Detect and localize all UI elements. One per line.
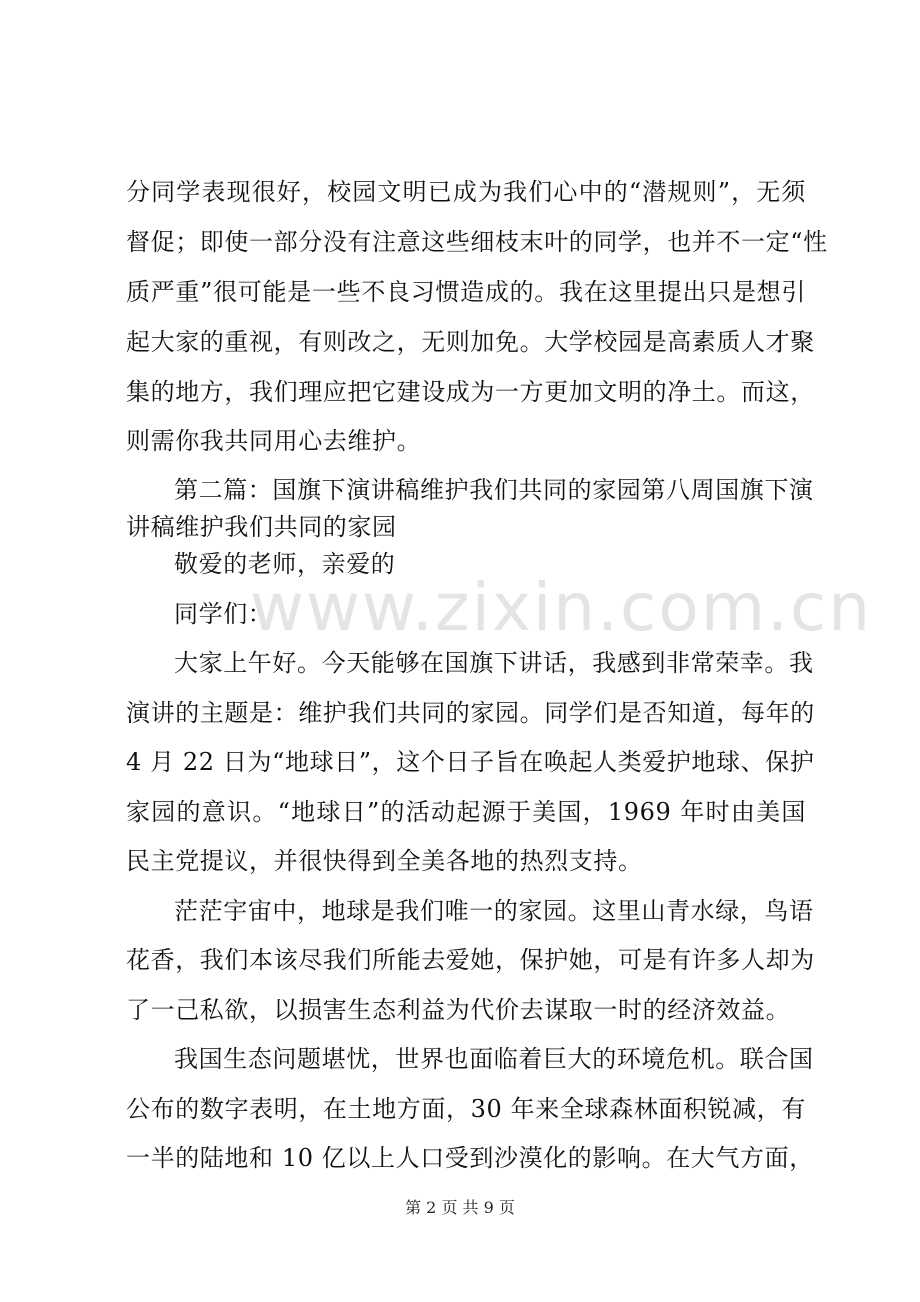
text-line: 公布的数字表明，在土地方面，30 年来全球森林面积锐减，有 [126, 1095, 806, 1123]
text-line: 督促；即使一部分没有注意这些细枝末叶的同学，也并不一定“性 [126, 228, 828, 256]
text-line: 家园的意识。“地球日”的活动起源于美国，1969 年时由美国 [126, 798, 806, 826]
page-number-footer: 第 2 页 共 9 页 [405, 1198, 515, 1217]
watermark: www.zixin.com.cn [250, 569, 873, 646]
text-line: 一半的陆地和 10 亿以上人口受到沙漠化的影响。在大气方面， [126, 1144, 814, 1172]
text-line: 了一己私欲，以损害生态利益为代价去谋取一时的经济效益。 [126, 996, 791, 1024]
text-line: 民主党提议，并很快得到全美各地的热烈支持。 [126, 847, 643, 875]
text-line: 分同学表现很好，校园文明已成为我们心中的“潜规则”，无须 [126, 178, 806, 206]
text-line: 我国生态问题堪忧，世界也面临着巨大的环境危机。联合国 [174, 1045, 814, 1073]
text-line: 起大家的重视，有则改之，无则加免。大学校园是高素质人才聚 [126, 328, 815, 356]
text-line: 4 月 22 日为“地球日”，这个日子旨在唤起人类爱护地球、保护 [126, 748, 815, 776]
text-line: 则需你我共同用心去维护。 [126, 427, 422, 455]
salutation-line: 同学们： [174, 600, 273, 628]
salutation-line: 敬爱的老师，亲爱的 [174, 550, 396, 578]
text-line: 演讲的主题是：维护我们共同的家园。同学们是否知道，每年的 [126, 699, 815, 727]
text-line: 茫茫宇宙中，地球是我们唯一的家园。这里山青水绿，鸟语 [174, 897, 814, 925]
text-line: 质严重”很可能是一些不良习惯造成的。我在这里提出只是想引 [126, 278, 806, 306]
section-heading-line: 讲稿维护我们共同的家园 [126, 513, 397, 541]
section-heading-line: 第二篇：国旗下演讲稿维护我们共同的家园第八周国旗下演 [174, 476, 814, 504]
text-line: 集的地方，我们理应把它建设成为一方更加文明的净土。而这， [126, 378, 815, 406]
text-line: 花香，我们本该尽我们所能去爱她，保护她，可是有许多人却为 [126, 946, 815, 974]
text-line: 大家上午好。今天能够在国旗下讲话，我感到非常荣幸。我 [174, 649, 814, 677]
